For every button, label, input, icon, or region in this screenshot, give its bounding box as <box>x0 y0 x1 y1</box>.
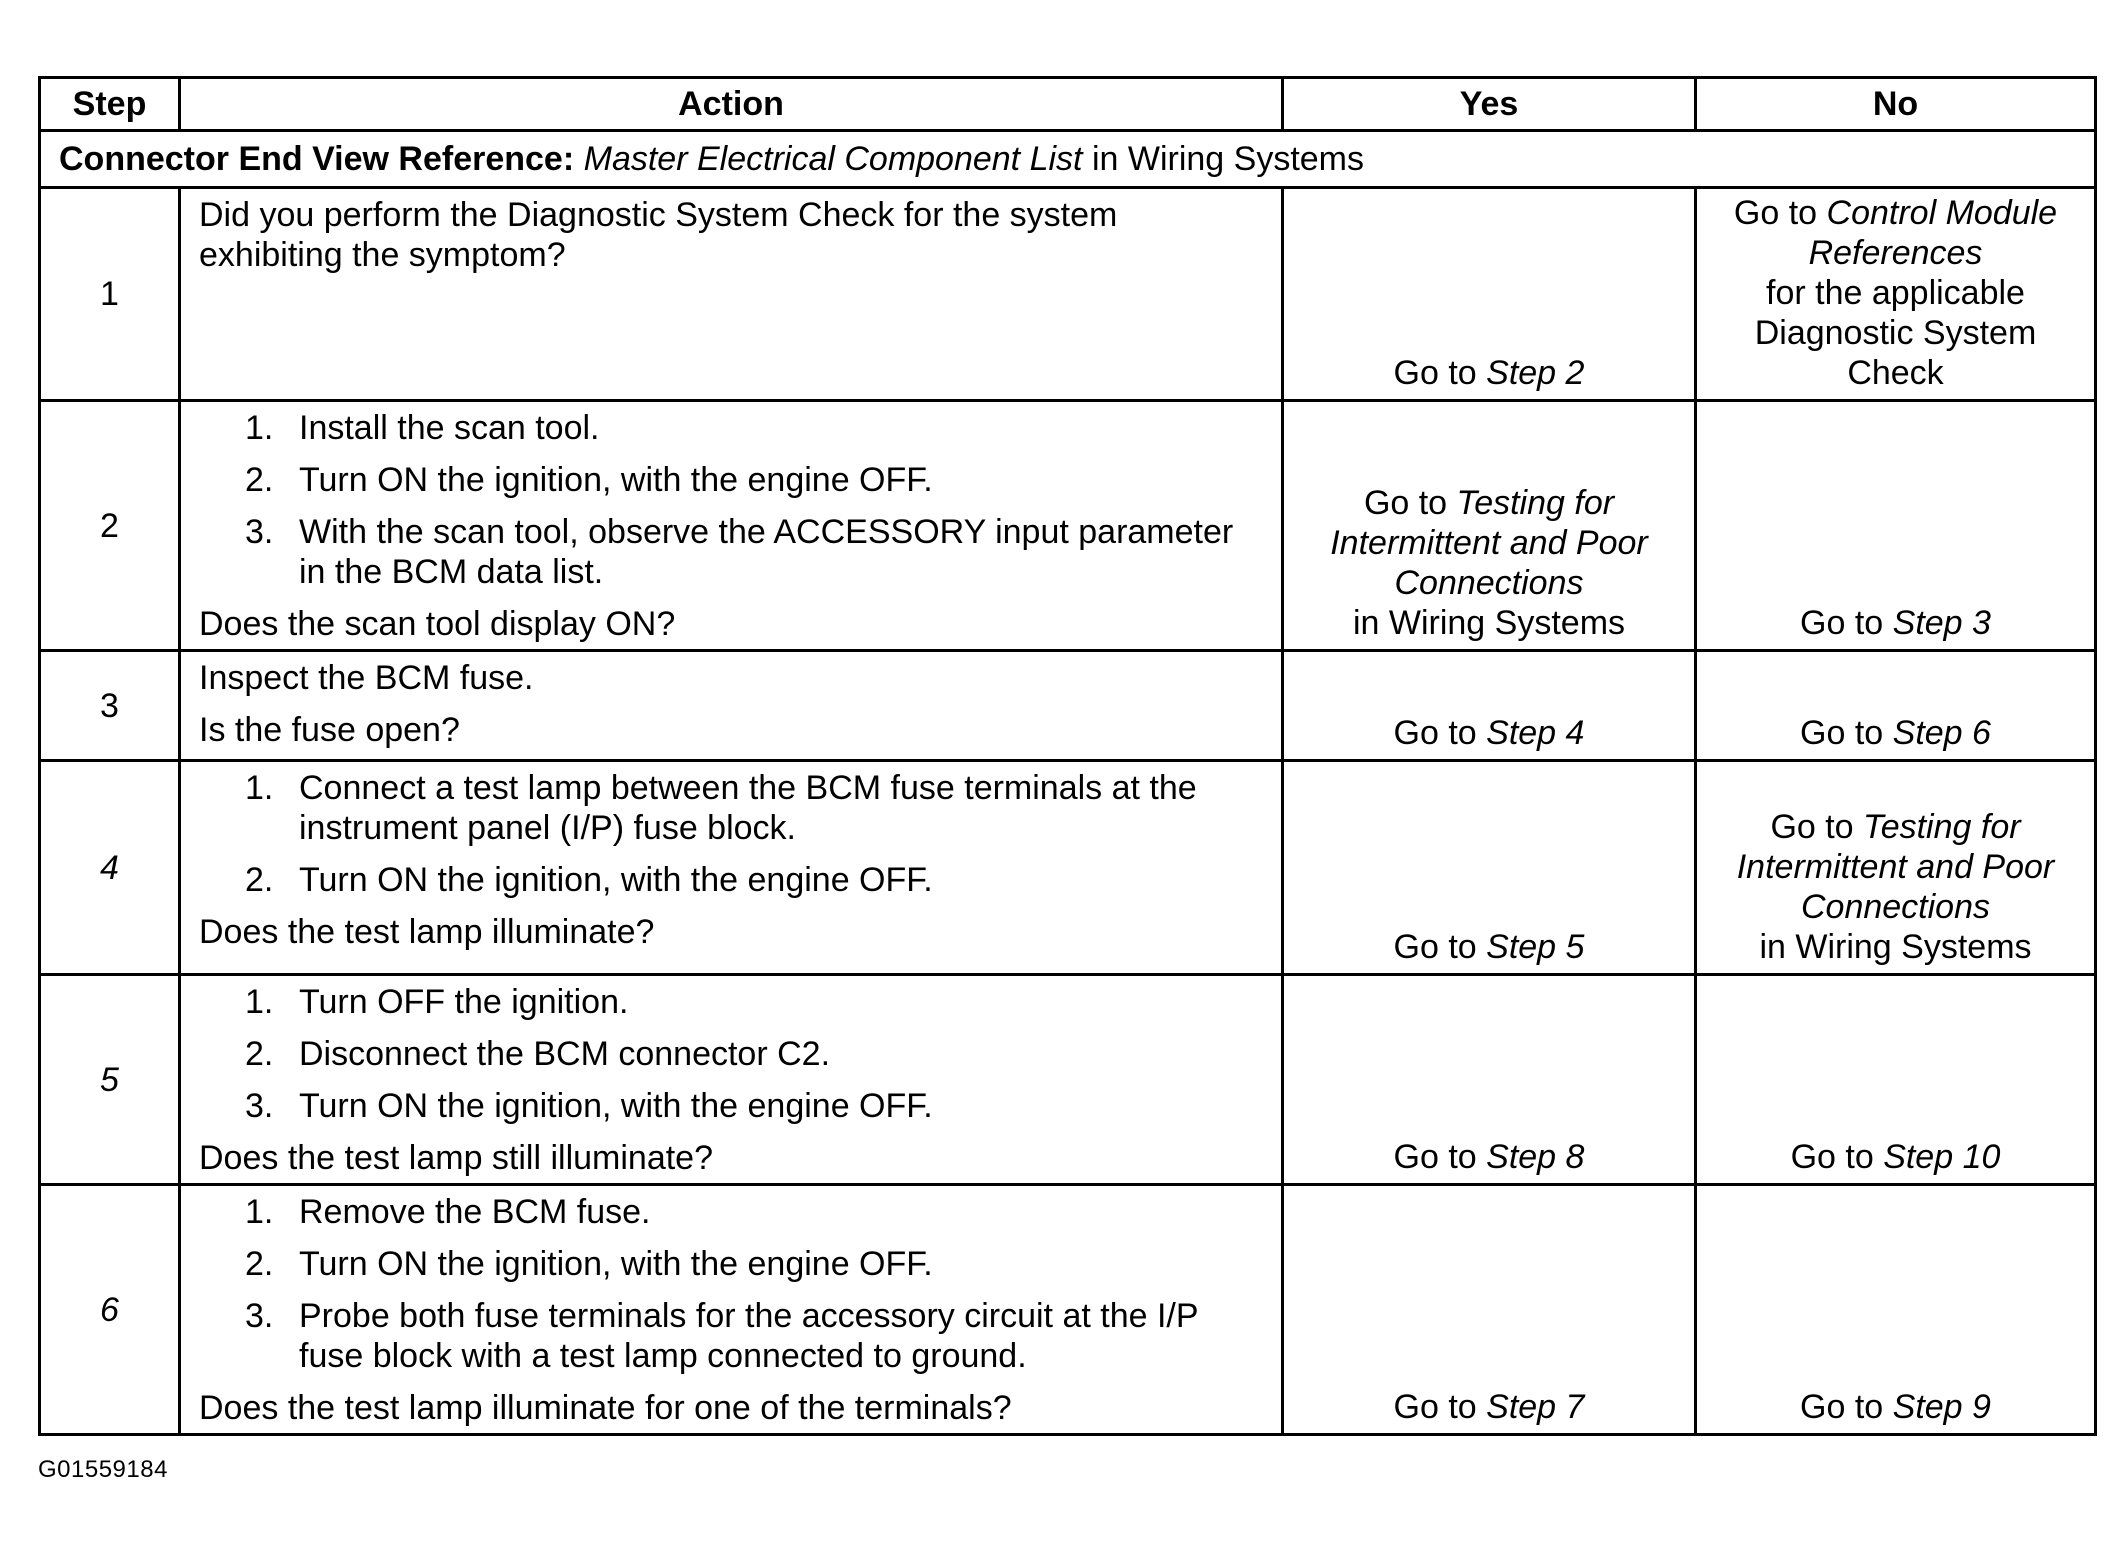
no-prefix: Go to <box>1770 808 1864 846</box>
step-number: 1 <box>40 188 180 401</box>
table-row <box>40 1185 2096 1435</box>
yes-cell <box>1283 188 1696 401</box>
no-prefix: Go to <box>1800 604 1893 642</box>
step-number: 5 <box>40 975 180 1185</box>
action-cell <box>180 401 1283 651</box>
step-number: 6 <box>40 1185 180 1435</box>
no-cell <box>1696 188 2096 401</box>
table-row <box>40 761 2096 975</box>
list-item: 3. With the scan tool, observe the ACCESSORY input parameter in the BCM data list. <box>245 513 1234 591</box>
action-question: Does the test lamp illuminate for one of the terminals? <box>199 1389 1012 1427</box>
yes-prefix: Go to <box>1393 1138 1487 1176</box>
yes-cell <box>1283 1185 1696 1435</box>
table-row <box>40 401 2096 651</box>
action-text: Did you perform the Diagnostic System Check for the system exhibiting the symptom? <box>199 196 1118 274</box>
no-suffix: for the applicable Diagnostic System Check <box>1754 274 2037 392</box>
yes-link[interactable]: Step 4 <box>1486 714 1585 752</box>
list-item: 1. Remove the BCM fuse. <box>245 1193 651 1231</box>
header-no: No <box>1696 78 2096 131</box>
reference-cell <box>40 131 2096 188</box>
reference-label: Connector End View Reference: <box>59 140 575 178</box>
yes-prefix: Go to <box>1363 484 1457 522</box>
no-prefix: Go to <box>1800 714 1893 752</box>
no-cell <box>1696 401 2096 651</box>
no-suffix: in Wiring Systems <box>1759 928 2032 966</box>
list-item: 2. Turn ON the ignition, with the engine OFF. <box>245 861 933 899</box>
step-number: 4 <box>40 761 180 975</box>
no-link[interactable]: Step 10 <box>1883 1138 2001 1176</box>
yes-link[interactable]: Step 8 <box>1486 1138 1585 1176</box>
header-row <box>40 78 2096 131</box>
action-question: Does the test lamp illuminate? <box>199 913 655 951</box>
header-yes: Yes <box>1283 78 1696 131</box>
reference-row <box>40 131 2096 188</box>
figure-id: G01559184 <box>38 1456 168 1483</box>
yes-cell <box>1283 401 1696 651</box>
action-steps-list <box>199 982 1263 1126</box>
yes-prefix: Go to <box>1393 928 1487 966</box>
no-link[interactable]: Testing for Intermittent and Poor Connections <box>1736 808 2055 926</box>
no-cell <box>1696 761 2096 975</box>
yes-link[interactable]: Step 5 <box>1486 928 1585 966</box>
yes-link[interactable]: Testing for Intermittent and Poor Connections <box>1330 484 1648 602</box>
yes-link[interactable]: Step 2 <box>1486 354 1585 392</box>
list-item: 1. Connect a test lamp between the BCM fuse terminals at the instrument panel (I/P) fuse block. <box>245 769 1197 847</box>
yes-link[interactable]: Step 7 <box>1486 1388 1585 1426</box>
action-question: Does the test lamp still illuminate? <box>199 1139 714 1177</box>
action-question: Does the scan tool display ON? <box>199 605 676 643</box>
reference-doc-link[interactable]: Master Electrical Component List <box>583 140 1083 178</box>
action-question: Is the fuse open? <box>199 711 460 749</box>
header-step: Step <box>40 78 180 131</box>
action-steps-list <box>199 768 1263 900</box>
action-steps-list <box>199 408 1263 592</box>
no-link[interactable]: Step 9 <box>1892 1388 1991 1426</box>
action-steps-list <box>199 1192 1263 1376</box>
no-cell <box>1696 975 2096 1185</box>
table-row <box>40 651 2096 761</box>
action-cell <box>180 975 1283 1185</box>
header-action: Action <box>180 78 1283 131</box>
action-cell <box>180 651 1283 761</box>
yes-cell <box>1283 761 1696 975</box>
list-item: 3. Turn ON the ignition, with the engine OFF. <box>245 1087 933 1125</box>
yes-cell <box>1283 975 1696 1185</box>
yes-prefix: Go to <box>1393 1388 1487 1426</box>
list-item: 1. Install the scan tool. <box>245 409 600 447</box>
yes-suffix: in Wiring Systems <box>1352 604 1626 642</box>
action-cell <box>180 188 1283 401</box>
diagnostic-table-container <box>38 76 2094 1431</box>
no-prefix: Go to <box>1790 1138 1884 1176</box>
yes-prefix: Go to <box>1393 714 1487 752</box>
list-item: 2. Turn ON the ignition, with the engine OFF. <box>245 461 933 499</box>
action-cell <box>180 1185 1283 1435</box>
no-link[interactable]: Control Module References <box>1808 194 2058 272</box>
yes-cell <box>1283 651 1696 761</box>
action-text: Inspect the BCM fuse. <box>199 659 534 697</box>
no-cell <box>1696 651 2096 761</box>
list-item: 2. Disconnect the BCM connector C2. <box>245 1035 831 1073</box>
list-item: 3. Probe both fuse terminals for the accessory circuit at the I/P fuse block with a test lamp connected to ground. <box>245 1297 1198 1375</box>
step-number: 2 <box>40 401 180 651</box>
action-cell <box>180 761 1283 975</box>
no-prefix: Go to <box>1733 194 1827 232</box>
table-row <box>40 975 2096 1185</box>
table-row <box>40 188 2096 401</box>
list-item: 1. Turn OFF the ignition. <box>245 983 629 1021</box>
step-number: 3 <box>40 651 180 761</box>
yes-prefix: Go to <box>1393 354 1487 392</box>
no-link[interactable]: Step 3 <box>1892 604 1991 642</box>
diagnostic-table <box>38 76 2097 1436</box>
list-item: 2. Turn ON the ignition, with the engine OFF. <box>245 1245 933 1283</box>
no-prefix: Go to <box>1800 1388 1893 1426</box>
no-link[interactable]: Step 6 <box>1892 714 1991 752</box>
reference-suffix: in Wiring Systems <box>1082 140 1364 178</box>
no-cell <box>1696 1185 2096 1435</box>
